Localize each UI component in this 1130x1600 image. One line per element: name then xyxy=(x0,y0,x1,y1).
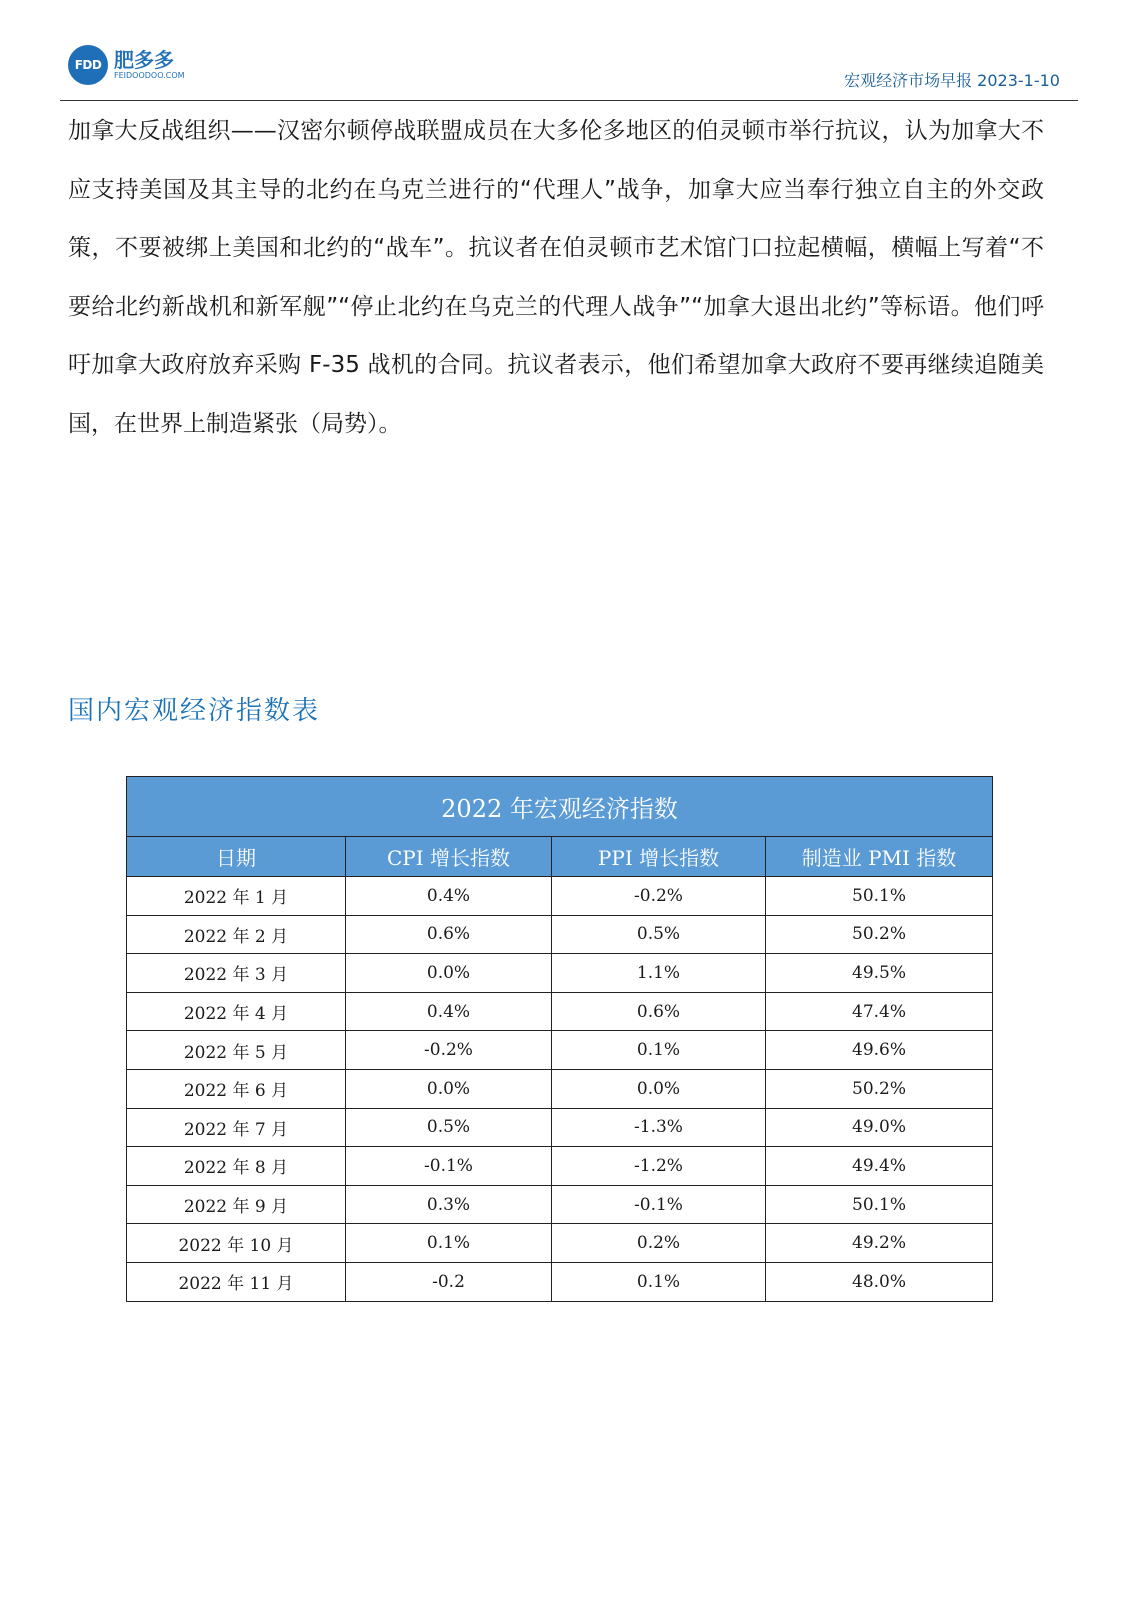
table-row xyxy=(127,1031,993,1070)
table-row xyxy=(127,1147,993,1186)
cell-ppi: -1.2% xyxy=(552,1147,766,1186)
cell-date: 2022 年 11 月 xyxy=(127,1262,346,1301)
article-paragraph: 加拿大反战组织——汉密尔顿停战联盟成员在大多伦多地区的伯灵顿市举行抗议，认为加拿大不应支持美国及其主导的北约在乌克兰进行的“代理人”战争，加拿大应当奉行独立自主的外交政策，不要被绑上美国和北约的“战车”。抗议者在伯灵顿市艺术馆门口拉起横幅，横幅上写着“不要给北约新战机和新军舰”“停止北约在乌克兰的代理人战争”“加拿大退出北约”等标语。他们呼吁加拿大政府放弃采购 F-35 战机的合同。抗议者表示，他们希望加拿大政府不要再继续追随美国，在世界上制造紧张（局势）。 xyxy=(68,118,1044,437)
section-title: 国内宏观经济指数表 xyxy=(68,696,321,726)
brand-logo xyxy=(68,42,185,88)
logo-badge: FDD xyxy=(68,45,108,85)
cell-pmi: 48.0% xyxy=(766,1262,993,1301)
table-row xyxy=(127,992,993,1031)
column-header-pmi: 制造业 PMI 指数 xyxy=(766,837,993,877)
cell-date: 2022 年 1 月 xyxy=(127,877,346,916)
table-row xyxy=(127,1069,993,1108)
table-row xyxy=(127,877,993,916)
cell-ppi: -0.1% xyxy=(552,1185,766,1224)
cell-cpi: -0.2% xyxy=(346,1031,552,1070)
cell-ppi: 0.5% xyxy=(552,915,766,954)
cell-pmi: 50.1% xyxy=(766,1185,993,1224)
cell-pmi: 49.5% xyxy=(766,954,993,993)
cell-ppi: -0.2% xyxy=(552,877,766,916)
table-row xyxy=(127,1185,993,1224)
cell-cpi: 0.5% xyxy=(346,1108,552,1147)
report-title: 宏观经济市场早报 2023-1-10 xyxy=(844,71,1060,90)
logo-domain: FEIDOODOO.COM xyxy=(114,71,185,80)
cell-pmi: 50.2% xyxy=(766,1069,993,1108)
macro-index-table xyxy=(126,776,993,1302)
cell-date: 2022 年 3 月 xyxy=(127,954,346,993)
cell-cpi: -0.1% xyxy=(346,1147,552,1186)
cell-date: 2022 年 4 月 xyxy=(127,992,346,1031)
table-caption-row xyxy=(127,777,993,837)
cell-cpi: 0.3% xyxy=(346,1185,552,1224)
cell-ppi: -1.3% xyxy=(552,1108,766,1147)
page-header xyxy=(60,38,1078,101)
cell-date: 2022 年 10 月 xyxy=(127,1224,346,1263)
cell-date: 2022 年 9 月 xyxy=(127,1185,346,1224)
logo-text xyxy=(114,49,185,81)
table-row xyxy=(127,1108,993,1147)
logo-chinese-name: 肥多多 xyxy=(114,48,174,72)
cell-pmi: 49.0% xyxy=(766,1108,993,1147)
column-header-ppi: PPI 增长指数 xyxy=(552,837,766,877)
cell-cpi: 0.1% xyxy=(346,1224,552,1263)
cell-pmi: 50.2% xyxy=(766,915,993,954)
cell-cpi: 0.4% xyxy=(346,877,552,916)
cell-date: 2022 年 7 月 xyxy=(127,1108,346,1147)
cell-cpi: 0.6% xyxy=(346,915,552,954)
cell-cpi: 0.4% xyxy=(346,992,552,1031)
cell-ppi: 0.1% xyxy=(552,1262,766,1301)
cell-ppi: 0.6% xyxy=(552,992,766,1031)
cell-pmi: 49.2% xyxy=(766,1224,993,1263)
cell-cpi: 0.0% xyxy=(346,954,552,993)
cell-date: 2022 年 6 月 xyxy=(127,1069,346,1108)
cell-ppi: 0.1% xyxy=(552,1031,766,1070)
cell-pmi: 50.1% xyxy=(766,877,993,916)
column-header-cpi: CPI 增长指数 xyxy=(346,837,552,877)
macro-index-table-container xyxy=(126,776,992,1302)
cell-date: 2022 年 8 月 xyxy=(127,1147,346,1186)
cell-pmi: 47.4% xyxy=(766,992,993,1031)
table-caption: 2022 年宏观经济指数 xyxy=(127,777,993,837)
table-body xyxy=(127,877,993,1302)
table-row xyxy=(127,915,993,954)
column-header-date: 日期 xyxy=(127,837,346,877)
cell-pmi: 49.6% xyxy=(766,1031,993,1070)
table-row xyxy=(127,1224,993,1263)
cell-date: 2022 年 2 月 xyxy=(127,915,346,954)
cell-ppi: 0.0% xyxy=(552,1069,766,1108)
table-row xyxy=(127,954,993,993)
cell-cpi: -0.2 xyxy=(346,1262,552,1301)
cell-ppi: 0.2% xyxy=(552,1224,766,1263)
table-header-row xyxy=(127,837,993,877)
cell-ppi: 1.1% xyxy=(552,954,766,993)
cell-cpi: 0.0% xyxy=(346,1069,552,1108)
table-row xyxy=(127,1262,993,1301)
cell-pmi: 49.4% xyxy=(766,1147,993,1186)
cell-date: 2022 年 5 月 xyxy=(127,1031,346,1070)
